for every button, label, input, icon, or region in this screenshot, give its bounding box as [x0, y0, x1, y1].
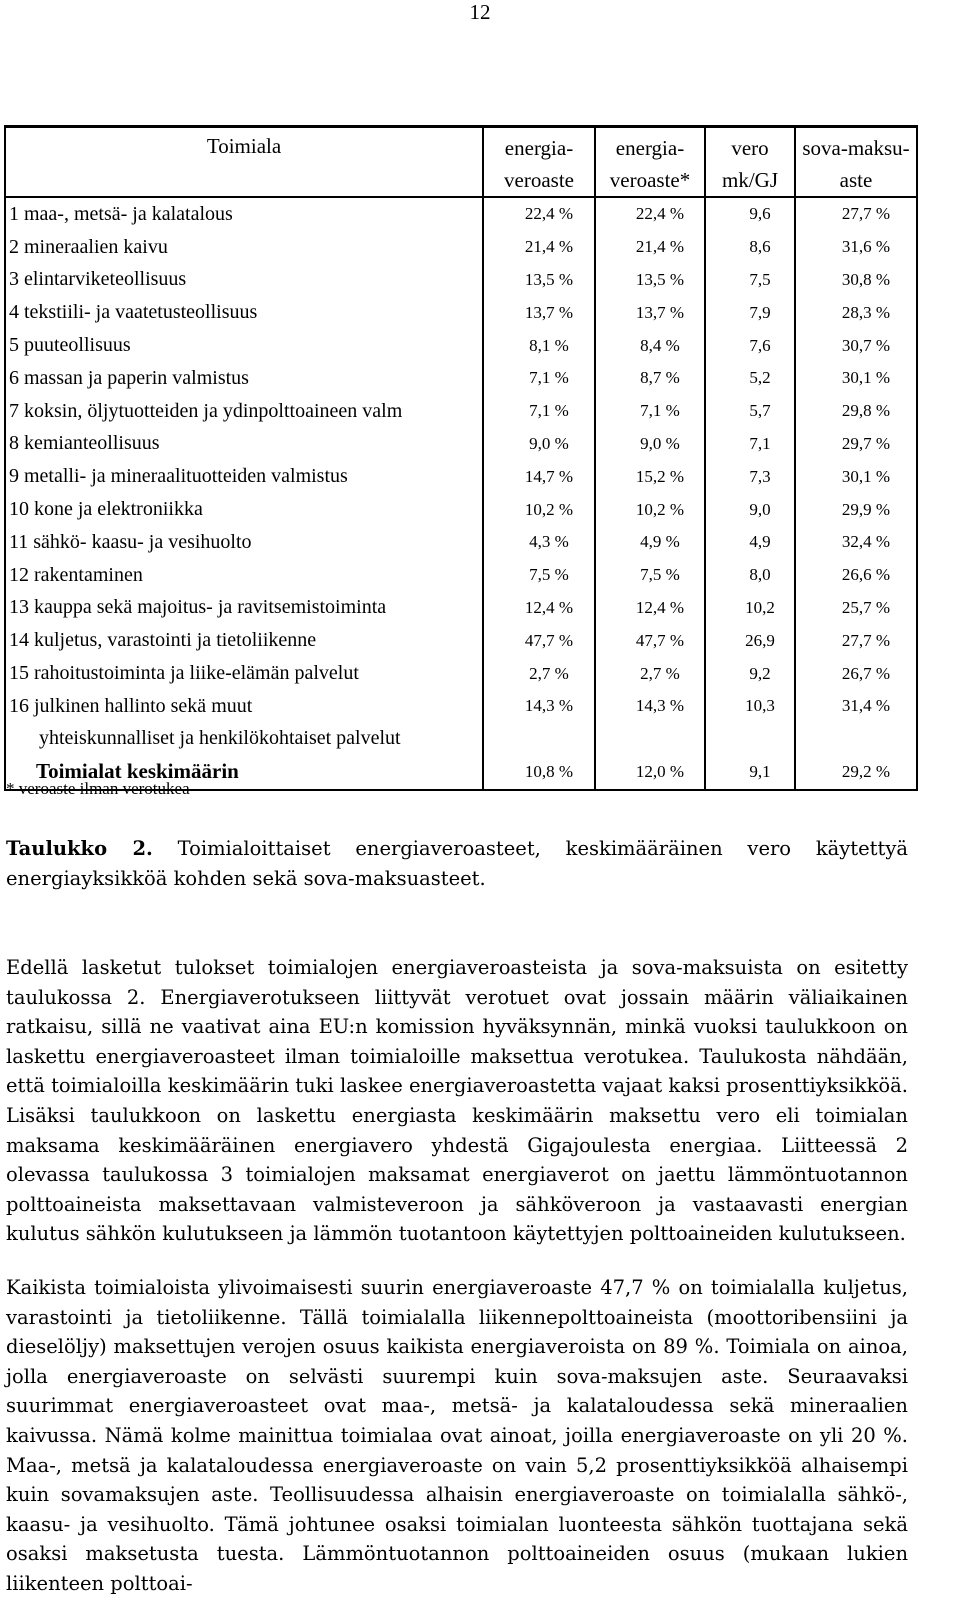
- cell-value: 9,0: [749, 499, 771, 519]
- row-value: [483, 395, 595, 428]
- cell-value: 13,7 %: [524, 302, 574, 322]
- cell-value: 8,4 %: [640, 335, 680, 355]
- cell-value: 27,7 %: [841, 204, 891, 224]
- header-line: mk/GJ: [721, 168, 778, 192]
- cell-value: 22,4 %: [635, 204, 685, 224]
- row-value: [795, 624, 917, 657]
- cell-value: 14,7 %: [524, 466, 574, 486]
- row-value: [795, 559, 917, 592]
- cell-value: 7,5 %: [529, 565, 569, 585]
- header-line: veroaste: [504, 168, 574, 192]
- empty-cell: [705, 723, 795, 755]
- table-row: [5, 329, 917, 362]
- row-value: [483, 460, 595, 493]
- cell-value: 47,7 %: [524, 630, 574, 650]
- row-value: [705, 231, 795, 264]
- cell-value: 12,0 %: [635, 761, 685, 781]
- cell-value: 25,7 %: [841, 597, 891, 617]
- table-row: [5, 428, 917, 461]
- row-value: [795, 362, 917, 395]
- body-paragraph-2: Kaikista toimialoista ylivoimaisesti suurin energiaveroaste 47,7 % on toimialalla kuljetus, varastointi ja tietoliikenne. Tällä toimialalla liikennepolttoaineista (moottoribensiini ja dieselöljy) maksettujen verojen osuus kaikista energiaveroista on 89 %. Toimiala on ainoa, jolla energiaveroaste on selvästi suurempi kuin sova-maksujen aste. Seuraavaksi suurimmat energiaveroasteet ovat maa-, metsä- ja kalataloudessa sekä mineraalien kaivussa. Nämä kolme mainittua toimialaa ovat ainoat, joilla energiaveroaste on yli 20 %. Maa-, metsä ja kalataloudessa energiaveroaste on vain 5,2 prosenttiyksikköä alhaisempi kuin sovamaksujen aste. Teollisuudessa alhaisin energiaveroaste on toimialalla sähkö-, kaasu- ja vesihuolto. Tämä johtunee osaksi toimialan luonteesta sähkön tuottajana sekä osaksi maksetusta tuesta. Lämmöntuotannon polttoaineiden osuus (mukaan lukien liikenteen polttoai-: [6, 1276, 908, 1595]
- cell-value: 29,2 %: [841, 761, 891, 781]
- row-value: [705, 362, 795, 395]
- cell-value: 29,7 %: [841, 433, 891, 453]
- row-value: [595, 559, 705, 592]
- cell-value: 2,7 %: [640, 663, 680, 683]
- cell-value: 10,2 %: [635, 499, 685, 519]
- header-line: vero: [731, 136, 769, 160]
- table-row: [5, 362, 917, 395]
- cell-value: 30,7 %: [841, 335, 891, 355]
- header-line: aste: [839, 168, 873, 192]
- energy-tax-table-container: [4, 125, 916, 791]
- cell-value: 7,6: [749, 335, 771, 355]
- header-energiaveroaste: [483, 127, 595, 198]
- caption-text: Toimialoittaiset energiaveroasteet, keskimääräinen vero käytettyä energiayksikköä kohden sekä sova-maksuasteet.: [6, 837, 908, 890]
- cell-value: 12,4 %: [635, 597, 685, 617]
- cell-value: 4,9 %: [640, 532, 680, 552]
- row-value: [595, 395, 705, 428]
- header-energiaveroaste-star: [595, 127, 705, 198]
- cell-value: 8,1 %: [529, 335, 569, 355]
- row-label: Toimialat keskimäärin: [5, 755, 483, 790]
- row-value: [795, 526, 917, 559]
- cell-value: 8,0: [749, 565, 771, 585]
- row-label: 15 rahoitustoiminta ja liike-elämän palvelut: [5, 657, 483, 690]
- table-caption: [6, 834, 908, 894]
- row-value: [795, 329, 917, 362]
- cell-value: 4,3 %: [529, 532, 569, 552]
- row-value: [795, 493, 917, 526]
- cell-value: 13,5 %: [635, 269, 685, 289]
- row-value: [483, 264, 595, 297]
- cell-value: 7,3: [749, 466, 771, 486]
- row-value: [483, 493, 595, 526]
- row-value: [595, 231, 705, 264]
- cell-value: 10,3: [745, 696, 775, 716]
- row-value: [795, 657, 917, 690]
- row-label: 8 kemianteollisuus: [5, 428, 483, 461]
- cell-value: 7,1 %: [640, 401, 680, 421]
- header-line: veroaste*: [609, 168, 691, 192]
- header-line: energia-: [504, 136, 574, 160]
- row-value: [795, 428, 917, 461]
- row-value: [705, 493, 795, 526]
- row-value: [705, 264, 795, 297]
- cell-value: 4,9: [749, 532, 771, 552]
- cell-value: 28,3 %: [841, 302, 891, 322]
- row-label: 3 elintarviketeollisuus: [5, 264, 483, 297]
- row-value: [483, 624, 595, 657]
- cell-value: 7,5: [749, 269, 771, 289]
- cell-value: 14,3 %: [524, 696, 574, 716]
- row-value: [705, 690, 795, 723]
- row-label: 12 rakentaminen: [5, 559, 483, 592]
- row-value: [595, 460, 705, 493]
- row-value: [705, 526, 795, 559]
- row-label: 16 julkinen hallinto sekä muut: [5, 690, 483, 723]
- row-value: [595, 526, 705, 559]
- row-value: [795, 395, 917, 428]
- row-value: [483, 690, 595, 723]
- row-label: 4 tekstiili- ja vaatetusteollisuus: [5, 296, 483, 329]
- cell-value: 12,4 %: [524, 597, 574, 617]
- cell-value: 26,7 %: [841, 663, 891, 683]
- table-header-row: [5, 127, 917, 198]
- row-value: [483, 657, 595, 690]
- row-label: 1 maa-, metsä- ja kalatalous: [5, 197, 483, 231]
- row-value: [483, 329, 595, 362]
- row-value: [595, 592, 705, 625]
- header-sova-maksuaste: [795, 127, 917, 198]
- row-value: [595, 428, 705, 461]
- cell-value: 10,2: [745, 597, 775, 617]
- row-value: [705, 296, 795, 329]
- row-value: [483, 755, 595, 790]
- cell-value: 31,4 %: [841, 696, 891, 716]
- row-label: 14 kuljetus, varastointi ja tietoliikenne: [5, 624, 483, 657]
- energy-tax-table: [4, 125, 918, 791]
- caption-label: Taulukko 2.: [6, 837, 153, 860]
- row-value: [795, 197, 917, 231]
- row-label: 10 kone ja elektroniikka: [5, 493, 483, 526]
- cell-value: 15,2 %: [635, 466, 685, 486]
- page-number: 12: [469, 0, 491, 24]
- cell-value: 5,7: [749, 401, 771, 421]
- empty-cell: [483, 723, 595, 755]
- cell-value: 9,2: [749, 663, 771, 683]
- table-row: [5, 624, 917, 657]
- row-value: [705, 592, 795, 625]
- table-row: [5, 559, 917, 592]
- row-value: [595, 264, 705, 297]
- cell-value: 13,7 %: [635, 302, 685, 322]
- row-value: [795, 264, 917, 297]
- row-value: [483, 428, 595, 461]
- row-value: [483, 526, 595, 559]
- table-row: [5, 592, 917, 625]
- row-label: 7 koksin, öljytuotteiden ja ydinpolttoaineen valm: [5, 395, 483, 428]
- table-row: [5, 296, 917, 329]
- row-label: 9 metalli- ja mineraalituotteiden valmistus: [5, 460, 483, 493]
- row-value: [483, 592, 595, 625]
- row-value: [795, 690, 917, 723]
- row-value: [483, 362, 595, 395]
- row-value: [595, 329, 705, 362]
- cell-value: 7,9: [749, 302, 771, 322]
- row-label: 11 sähkö- kaasu- ja vesihuolto: [5, 526, 483, 559]
- row-value: [705, 460, 795, 493]
- row-value: [483, 197, 595, 231]
- row-value: [705, 755, 795, 790]
- header-toimiala: [5, 127, 483, 198]
- header-line: energia-: [615, 136, 685, 160]
- cell-value: 9,1: [749, 761, 771, 781]
- cell-value: 2,7 %: [529, 663, 569, 683]
- cell-value: 7,1 %: [529, 368, 569, 388]
- cell-value: 21,4 %: [524, 237, 574, 257]
- empty-cell: [795, 723, 917, 755]
- cell-value: 9,0 %: [529, 433, 569, 453]
- cell-value: 22,4 %: [524, 204, 574, 224]
- row-value: [795, 460, 917, 493]
- cell-value: 9,0 %: [640, 433, 680, 453]
- row-value: [595, 362, 705, 395]
- table-row: [5, 460, 917, 493]
- row-label: 2 mineraalien kaivu: [5, 231, 483, 264]
- cell-value: 30,8 %: [841, 269, 891, 289]
- table-row: [5, 493, 917, 526]
- row-value: [705, 428, 795, 461]
- table-row: [5, 395, 917, 428]
- row-value: [595, 755, 705, 790]
- row-label: 13 kauppa sekä majoitus- ja ravitsemistoiminta: [5, 592, 483, 625]
- table-row-continuation: [5, 723, 917, 755]
- row-value: [595, 624, 705, 657]
- table-row: [5, 657, 917, 690]
- row-value: [795, 231, 917, 264]
- cell-value: 32,4 %: [841, 532, 891, 552]
- table-footnote: * veroaste ilman verotukea: [6, 779, 190, 798]
- table-row: [5, 231, 917, 264]
- row-value: [795, 592, 917, 625]
- cell-value: 29,8 %: [841, 401, 891, 421]
- empty-cell: [595, 723, 705, 755]
- row-value: [705, 197, 795, 231]
- cell-value: 31,6 %: [841, 237, 891, 257]
- row-label-continuation: yhteiskunnalliset ja henkilökohtaiset palvelut: [5, 723, 483, 755]
- row-value: [483, 559, 595, 592]
- row-value: [705, 395, 795, 428]
- cell-value: 29,9 %: [841, 499, 891, 519]
- table-row: [5, 264, 917, 297]
- row-value: [483, 231, 595, 264]
- header-toimiala-text: Toimiala: [206, 134, 282, 158]
- row-label: 5 puuteollisuus: [5, 329, 483, 362]
- cell-value: 7,5 %: [640, 565, 680, 585]
- row-value: [595, 690, 705, 723]
- cell-value: 8,6: [749, 237, 771, 257]
- row-value: [795, 296, 917, 329]
- cell-value: 26,9: [745, 630, 775, 650]
- body-paragraph-1: Edellä lasketut tulokset toimialojen energiaveroasteista ja sova-maksuista on esitetty taulukossa 2. Energiaverotukseen liittyvät verotuet ovat jossain määrin väliaikainen ratkaisu, sillä ne vaativat aina EU:n komission hyväksynnän, minkä vuoksi taulukkoon on laskettu energiaveroasteet ilman toimialoille maksettua verotukea. Taulukosta nähdään, että toimialoilla keskimäärin tuki laskee energiaveroastetta vajaat kaksi prosenttiyksikköä. Lisäksi taulukkoon on laskettu energiasta keskimäärin maksettu vero eli toimialan maksama keskimääräinen energiavero yhdestä Gigajoulesta energiaa. Liitteessä 2 olevassa taulukossa 3 toimialojen maksamat energiaverot on jaettu lämmöntuotannon polttoaineista maksettavaan valmisteveroon ja sähköveroon ja vastaavasti energian kulutus sähkön kulutukseen ja lämmön tuotantoon käytettyjen polttoaineiden kulutukseen.: [6, 956, 908, 1246]
- table-body: [5, 197, 917, 790]
- row-value: [595, 657, 705, 690]
- cell-value: 26,6 %: [841, 565, 891, 585]
- header-vero-mkgj: [705, 127, 795, 198]
- row-value: [595, 493, 705, 526]
- cell-value: 27,7 %: [841, 630, 891, 650]
- cell-value: 13,5 %: [524, 269, 574, 289]
- row-value: [795, 755, 917, 790]
- row-value: [705, 624, 795, 657]
- row-label: 6 massan ja paperin valmistus: [5, 362, 483, 395]
- cell-value: 47,7 %: [635, 630, 685, 650]
- table-row: [5, 526, 917, 559]
- cell-value: 7,1: [749, 433, 771, 453]
- row-value: [595, 197, 705, 231]
- row-value: [705, 329, 795, 362]
- cell-value: 10,8 %: [524, 761, 574, 781]
- cell-value: 5,2: [749, 368, 771, 388]
- cell-value: 30,1 %: [841, 466, 891, 486]
- cell-value: 9,6: [749, 204, 771, 224]
- cell-value: 30,1 %: [841, 368, 891, 388]
- table-row: [5, 690, 917, 723]
- row-value: [595, 296, 705, 329]
- row-value: [483, 296, 595, 329]
- row-value: [705, 559, 795, 592]
- cell-value: 7,1 %: [529, 401, 569, 421]
- cell-value: 14,3 %: [635, 696, 685, 716]
- row-value: [705, 657, 795, 690]
- cell-value: 21,4 %: [635, 237, 685, 257]
- cell-value: 10,2 %: [524, 499, 574, 519]
- cell-value: 8,7 %: [640, 368, 680, 388]
- table-row: [5, 197, 917, 231]
- header-line: sova-maksu-: [802, 136, 910, 160]
